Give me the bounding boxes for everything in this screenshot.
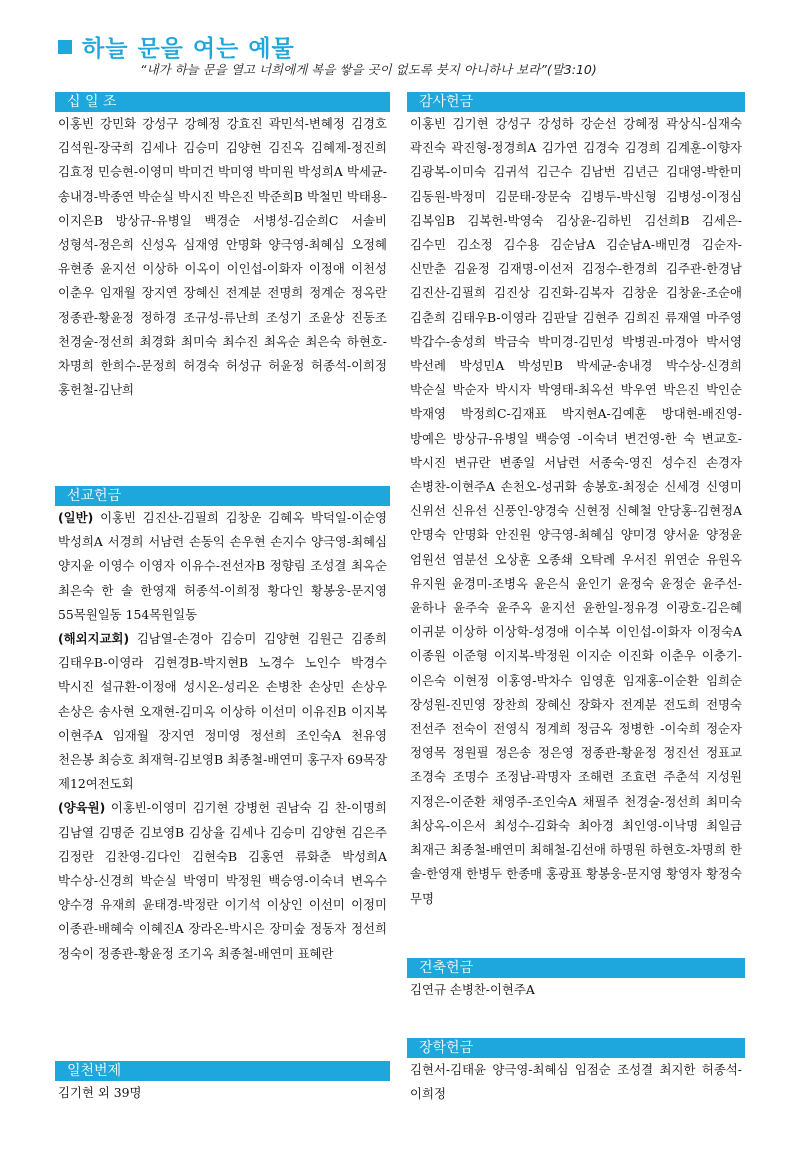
thanks-section xyxy=(407,92,745,911)
mission-names xyxy=(55,506,390,966)
tithe-section xyxy=(55,92,390,402)
mission-group-text: 김남열-손경아 김승미 김양현 김원근 김종희 김태우B-이영라 김현경B-박지현B 노경수 노인수 박경수 박시진 설규환-이정애 성시온-성리온 손병찬 손상민 손상우 손상은 송사현 오재현-김미옥 이상하 이선미 이유진B 이지복 이현주A 임재월 장지연 정미영 정선희 조인숙A 천유영 천은봉 최승호 최재혁-김보영B 최종철-배연미 홍구자 69목장 제12여전도회 xyxy=(58,631,387,792)
mission-group-label: (양육원) xyxy=(58,800,106,816)
building-section xyxy=(407,958,745,1002)
page-title: 하늘 문을 여는 예물 xyxy=(82,36,295,62)
bible-verse: “내가 하늘 문을 열고 너희에게 복을 쌓을 곳이 없도록 붓지 아니하나 보라”(말3:10) xyxy=(140,62,597,77)
mission-group-overseas xyxy=(58,627,387,796)
mission-section xyxy=(55,486,390,966)
mission-group-text: 이홍빈-이영미 김기현 강병헌 권남숙 김 찬-이명희 김남열 김명준 김보영B 김상율 김세나 김승미 김양현 김은주 김정란 김찬영-김다인 김현숙B 김홍연 류화춘 박성희A 박수상-신경희 박순실 박영미 박정원 백승영-이숙녀 변옥수 양수경 유재희 윤태경-박정란 이기석 이상인 이선미 이정미 이종관-배혜숙 이혜진A 장라온-박시은 장미숲 정동자 정선희 정숙이 정종관-황윤정 조기옥 최종철-배연미 표혜란 xyxy=(58,800,387,961)
tithe-names: 이홍빈 강민화 강성구 강혜정 강효진 곽민석-변혜정 김경호 김석원-장국희 김세나 김승미 김양현 김진옥 김혜제-정진희 김효정 민승현-이영미 박미건 박미영 박미원 박성희A 박세균-송내경-박종연 박순실 박시진 박은진 박준희B 박철민 박태용-이지은B 방상규-유병일 백경순 서병성-김순희C 서솔비 성형석-정은희 신성옥 심재영 안명화 양극영-최혜심 오정혜 유현종 윤지선 이상하 이옥이 이인섭-이화자 이정애 이천성 이춘우 임재월 장지연 장혜신 전계분 전명희 정계순 정옥란 정종관-황윤정 정하경 조규성-류난희 조성기 조윤상 진동조 천경술-정선희 최경화 최미숙 최수진 최옥순 최은숙 하현호-차명희 한희수-문정희 허경숙 허성규 허윤정 허종석-이희정 홍헌철-김난희 xyxy=(58,116,387,398)
mission-group-general xyxy=(58,506,387,627)
scholarship-section xyxy=(407,1038,745,1106)
mission-group-orphanage xyxy=(58,796,387,965)
thousand-section xyxy=(55,1061,390,1105)
scholarship-section-title: 장학헌금 xyxy=(407,1038,745,1058)
mission-group-label: (일반) xyxy=(58,510,94,525)
page-header xyxy=(58,30,758,63)
title-row xyxy=(58,30,758,63)
square-bullet-icon xyxy=(58,40,72,54)
mission-group-text: 이홍빈 김진산-김필희 김창운 김혜옥 박덕일-이순영 박성희A 서경희 서남련 손동익 손우현 손지수 양극영-최혜심 양지윤 이영수 이영자 이유수-전선자B 정향림 조성결 최옥순 최은숙 한 솔 한영재 허종석-이희정 황다인 황봉웅-문지영 55목원일동 154목원일동 xyxy=(58,510,387,622)
thanks-section-title: 감사헌금 xyxy=(407,92,745,112)
mission-section-title: 선교헌금 xyxy=(55,486,390,506)
scholarship-names: 김현서-김태윤 양극영-최혜심 임점순 조성결 최지한 허종석-이희정 xyxy=(410,1062,742,1102)
building-names: 김연규 손병찬-이현주A xyxy=(410,982,535,997)
mission-group-label: (해외지교회) xyxy=(58,631,130,647)
building-section-title: 건축헌금 xyxy=(407,958,745,978)
thanks-names: 이홍빈 김기현 강성구 강성하 강순선 강혜정 곽상식-심재숙 곽진숙 곽진형-정경희A 김가연 김경숙 김경희 김계훈-이향자 김광복-이미숙 김귀석 김근수 김남번 김년근 김대영-박한미 김동원-박정미 김문태-장문숙 김병두-박신형 김병성-이정심 김복임B 김복헌-박영숙 김상윤-김하빈 김선희B 김세은-김수민 김소정 김수용 김순남A 김순남A-배민경 김순자-신만춘 김윤정 김재명-이선저 김정수-한경희 김주관-한경남 김진산-김필희 김진상 김진화-김복자 김창운 김창윤-조순애 김춘희 김태우B-이영라 김판달 김현주 김희진 류재열 마주영 박갑수-송성희 박금숙 박미경-김민성 박병권-마경아 박서영 박선례 박성민A 박성민B 박세균-송내경 박수상-신경희 박순실 박순자 박시자 박영태-최옥선 박우연 박은진 박인순 박재영 박정희C-김재표 박지현A-김예훈 방대현-배진영-방예은 방상규-유병일 백승영 -이숙녀 변건영-한 숙 변교호-박시진 변규란 변종일 서남련 서종숙-영진 성수진 손경자 손병찬-이현주A 손천오-성귀화 송봉호-최정순 신세경 신영미 신위선 신유선 신풍인-양경숙 신현정 신혜철 안당홍-김현정A 안명숙 안명화 안진원 양극영-최혜심 양미경 양서윤 양정윤 엄원선 염분선 오상훈 오종쇄 오탁례 우서진 위연순 유원옥 유지원 윤경미-조병옥 윤은식 윤인기 윤정숙 윤정순 윤주선-윤하나 윤주숙 윤주옥 윤지선 윤한일-정유경 이광호-김은혜 이귀분 이상하 이상학-성경애 이수복 이인섭-이화자 이정숙A 이종원 이준형 이지복-박정원 이지순 이진화 이춘우 이충기-이은숙 이현정 이홍영-박차수 임영훈 임재홍-이순환 임희순 장성원-진민영 장찬희 장혜신 장화자 전계분 전도희 전명숙 전선주 전숙이 전영식 정계희 정금옥 정병한 -이숙희 정순자 정영목 정원필 정은송 정은영 정종관-황윤정 정진선 정표교 조경숙 조명수 조정남-곽명자 조해련 조효련 주춘석 지성원 지정은-이준환 채영주-조인숙A 채필주 천경술-정선희 최미숙 최상옥-이은서 최성수-김화숙 최아경 최인영-이낙명 최일금 최재근 최종철-배연미 최해철-김선애 하명원 하현호-차명희 한 솔-한영재 한병두 한종매 홍광표 황봉웅-문지영 황영자 황정숙 무명 xyxy=(410,116,742,906)
thousand-section-title: 일천번제 xyxy=(55,1061,390,1081)
thousand-names: 김기현 외 39명 xyxy=(58,1085,142,1100)
tithe-section-title: 십 일 조 xyxy=(55,92,390,112)
